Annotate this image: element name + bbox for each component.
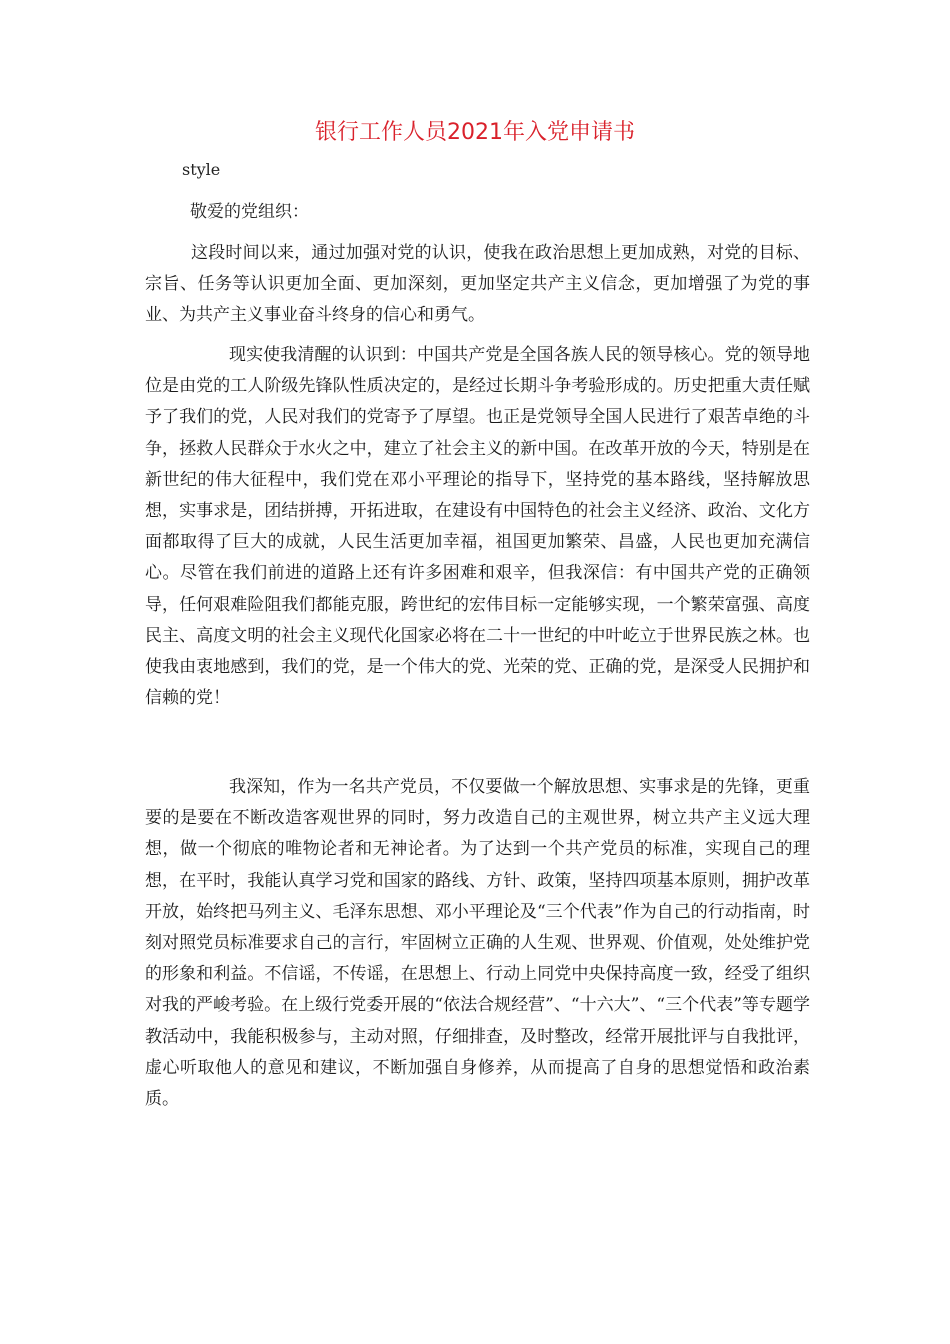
body-paragraph-3: 我深知，作为一名共产党员，不仅要做一个解放思想、实事求是的先锋，更重要的是要在不断改造客观世界的同时，努力改造自己的主观世界，树立共产主义远大理想，做一个彻底的唯物论者和无神论者。为了达到一个共产党员的标准，实现自己的理想，在平时，我能认真学习党和国家的路线、方针、政策，坚持四项基本原则，拥护改革开放，始终把马列主义、毛泽东思想、邓小平理论及“三个代表”作为自己的行动指南，时刻对照党员标准要求自己的言行，牢固树立正确的人生观、世界观、价值观，处处维护党的形象和利益。不信谣，不传谣，在思想上、行动上同党中央保持高度一致，经受了组织对我的严峻考验。在上级行党委开展的“依法合规经营”、“十六大”、“三个代表”等专题学教活动中，我能积极参与，主动对照，仔细排查，及时整改，经常开展批评与自我批评，虚心听取他人的意见和建议，不断加强自身修养，从而提高了自身的思想觉悟和政治素质。 [145, 777, 810, 1110]
body-paragraph-2: 现实使我清醒的认识到：中国共产党是全国各族人民的领导核心。党的领导地位是由党的工人阶级先锋队性质决定的，是经过长期斗争考验形成的。历史把重大责任赋予了我们的党，人民对我们的党寄予了厚望。也正是党领导全国人民进行了艰苦卓绝的斗争，拯救人民群众于水火之中，建立了社会主义的新中国。在改革开放的今天，特别是在新世纪的伟大征程中，我们党在邓小平理论的指导下，坚持党的基本路线，坚持解放思想，实事求是，团结拼搏，开拓进取，在建设有中国特色的社会主义经济、政治、文化方面都取得了巨大的成就，人民生活更加幸福，祖国更加繁荣、昌盛，人民也更加充满信心。尽管在我们前进的道路上还有许多困难和艰辛，但我深信：有中国共产党的正确领导，任何艰难险阻我们都能克服，跨世纪的宏伟目标一定能够实现，一个繁荣富强、高度民主、高度文明的社会主义现代化国家必将在二十一世纪的中叶屹立于世界民族之林。也使我由衷地感到，我们的党，是一个伟大的党、光荣的党、正确的党，是深受人民拥护和信赖的党！ [145, 345, 810, 709]
salutation: 敬爱的党组织： [190, 202, 309, 222]
style-tag-text: style [182, 160, 221, 179]
document-title: 银行工作人员2021年入党申请书 [315, 120, 635, 145]
body-paragraph-1: 这段时间以来，通过加强对党的认识，使我在政治思想上更加成熟，对党的目标、宗旨、任务等认识更加全面、更加深刻，更加坚定共产主义信念，更加增强了为党的事业、为共产主义事业奋斗终身的信心和勇气。 [145, 243, 810, 326]
